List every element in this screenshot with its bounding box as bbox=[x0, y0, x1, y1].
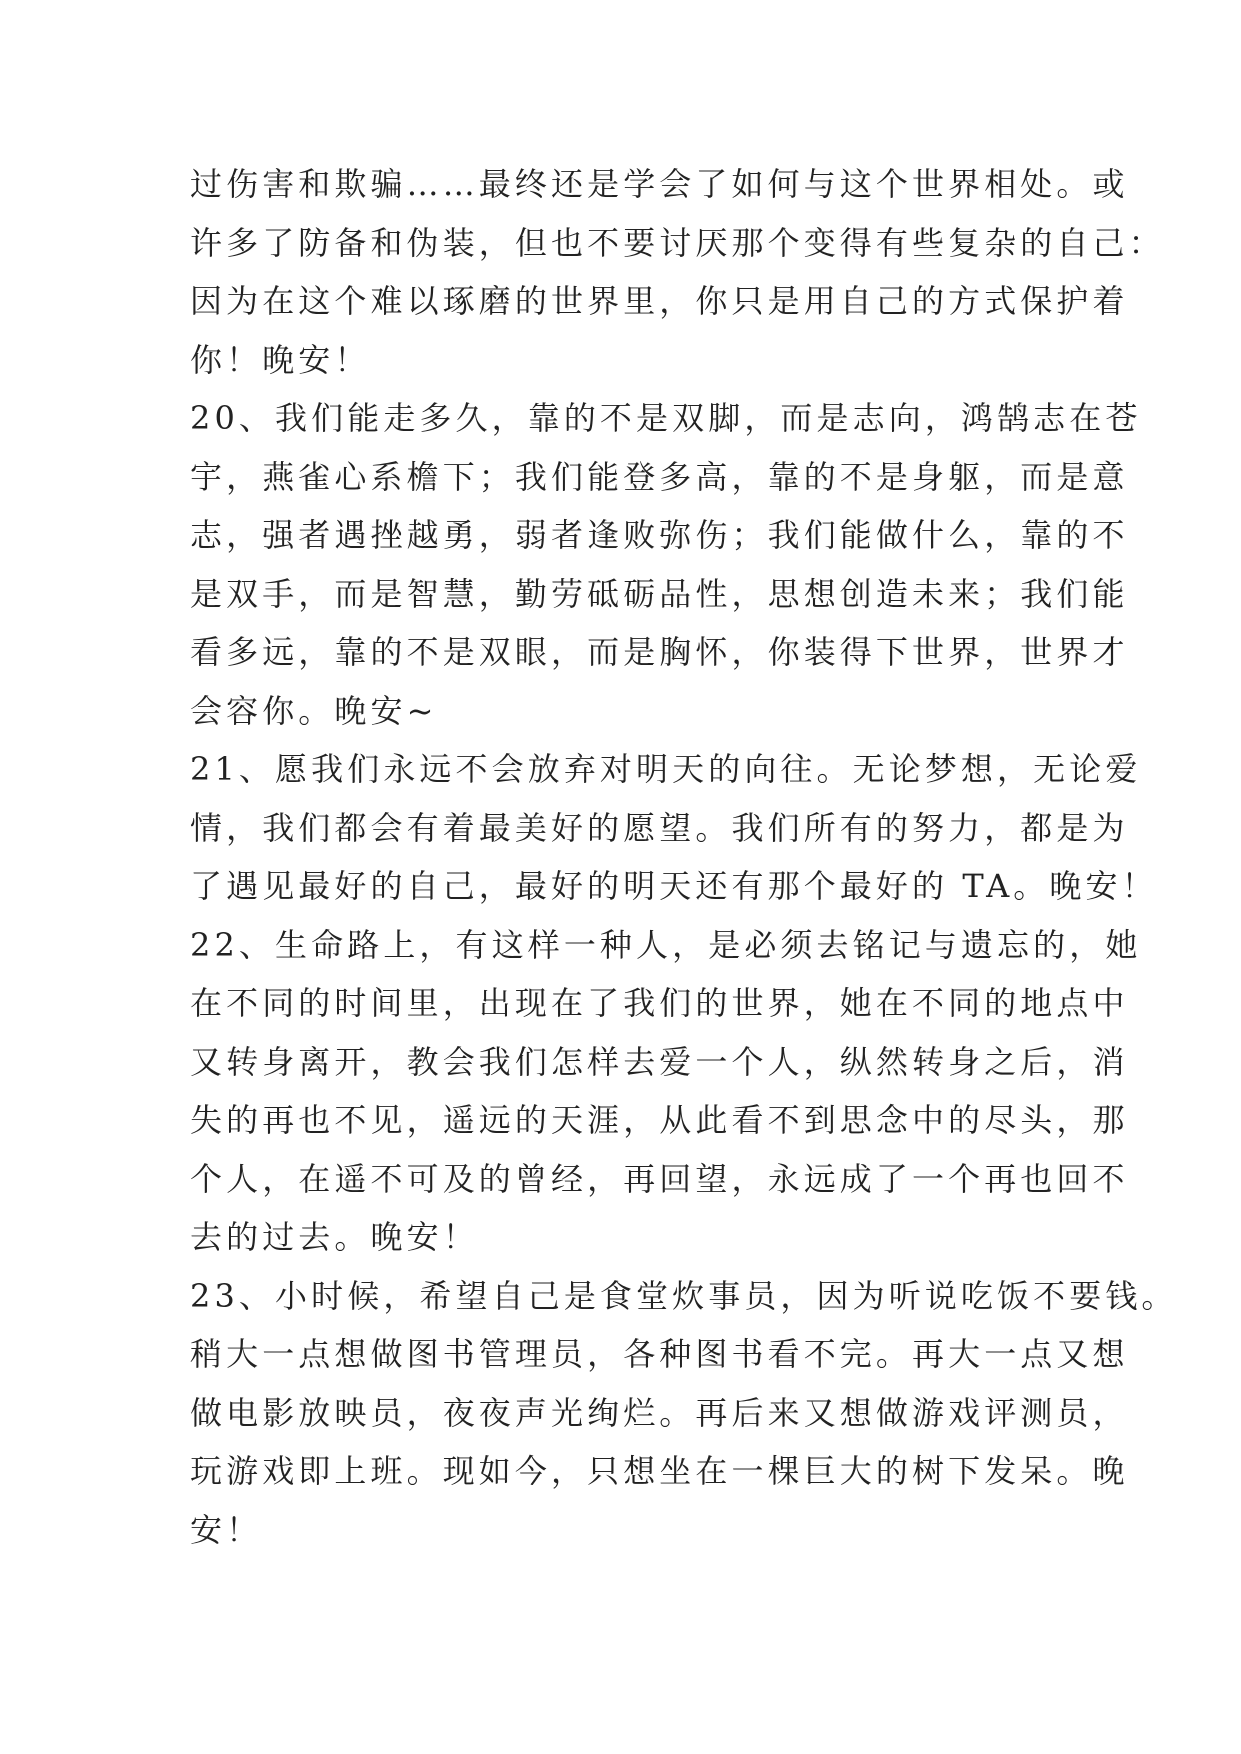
text-line: 了遇见最好的自己，最好的明天还有那个最好的 TA。晚安！ bbox=[190, 867, 1158, 905]
text-line: 因为在这个难以琢磨的世界里，你只是用自己的方式保护着 bbox=[190, 282, 1129, 320]
text-line: 22、生命路上，有这样一种人，是必须去铭记与遗忘的，她 bbox=[190, 925, 1142, 964]
text-line: 个人，在遥不可及的曾经，再回望，永远成了一个再也回不 bbox=[190, 1159, 1129, 1198]
text-line: 情，我们都会有着最美好的愿望。我们所有的努力，都是为 bbox=[190, 808, 1129, 847]
text-line: 看多远，靠的不是双眼，而是胸怀，你装得下世界，世界才 bbox=[190, 633, 1129, 671]
text-line: 安！ bbox=[190, 1510, 263, 1549]
text-line: 21、愿我们永远不会放弃对明天的向往。无论梦想，无论爱 bbox=[190, 750, 1142, 788]
text-line: 23、小时候，希望自己是食堂炊事员，因为听说吃饭不要钱。 bbox=[190, 1276, 1178, 1315]
text-line: 过伤害和欺骗……最终还是学会了如何与这个世界相处。或 bbox=[190, 165, 1129, 203]
text-line: 去的过去。晚安！ bbox=[190, 1218, 479, 1256]
text-line: 又转身离开，教会我们怎样去爱一个人，纵然转身之后，消 bbox=[190, 1042, 1129, 1081]
text-line: 失的再也不见，遥远的天涯，从此看不到思念中的尽头，那 bbox=[190, 1101, 1129, 1139]
text-line: 玩游戏即上班。现如今，只想坐在一棵巨大的树下发呆。晚 bbox=[190, 1452, 1129, 1490]
text-line: 稍大一点想做图书管理员，各种图书看不完。再大一点又想 bbox=[190, 1335, 1129, 1373]
text-line: 是双手，而是智慧，勤劳砥砺品性，思想创造未来；我们能 bbox=[190, 574, 1129, 613]
text-line: 许多了防备和伪装，但也不要讨厌那个变得有些复杂的自己： bbox=[190, 223, 1165, 262]
text-line: 在不同的时间里，出现在了我们的世界，她在不同的地点中 bbox=[190, 984, 1129, 1022]
text-line: 会容你。晚安~ bbox=[190, 691, 438, 730]
text-line: 你！晚安！ bbox=[190, 340, 371, 379]
body-text bbox=[190, 155, 1178, 1559]
text-line: 宇，燕雀心系檐下；我们能登多高，靠的不是身躯，而是意 bbox=[190, 457, 1129, 496]
text-line: 20、我们能走多久，靠的不是双脚，而是志向，鸿鹄志在苍 bbox=[190, 399, 1142, 437]
text-line: 志，强者遇挫越勇，弱者逢败弥伤；我们能做什么，靠的不 bbox=[190, 516, 1129, 554]
text-line: 做电影放映员，夜夜声光绚烂。再后来又想做游戏评测员， bbox=[190, 1393, 1129, 1432]
